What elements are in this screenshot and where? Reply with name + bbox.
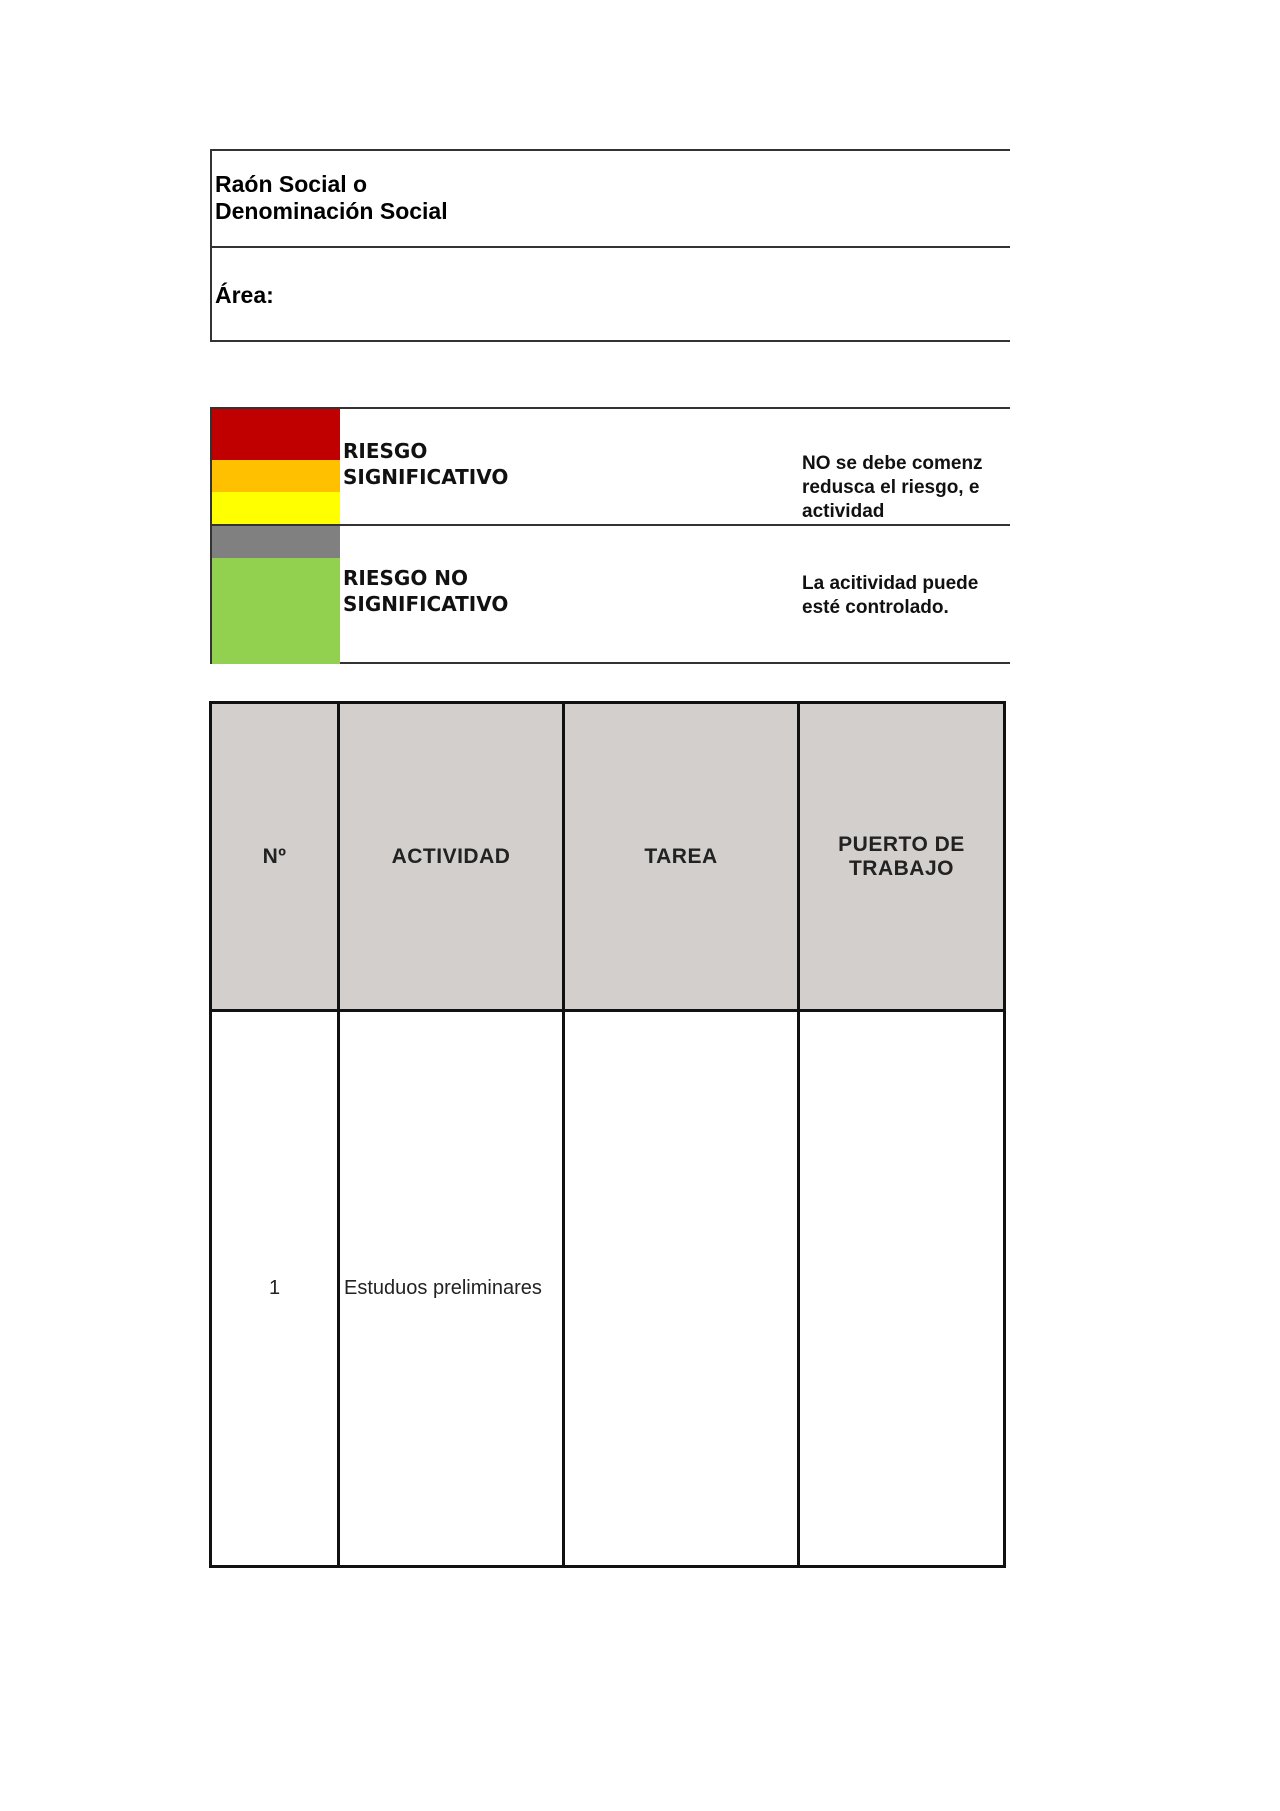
column-header-tarea: TAREA (564, 703, 799, 1011)
column-header-actividad: ACTIVIDAD (339, 703, 564, 1011)
cell-tarea (564, 1011, 799, 1567)
not-significant-description: La acitividad puede esté controlado. (802, 573, 979, 618)
razon-social-line2: Denominación Social (215, 198, 448, 224)
header-divider (212, 246, 1010, 248)
swatch-green (212, 558, 340, 664)
table-header-row (211, 703, 1005, 1011)
cell-puesto (799, 1011, 1005, 1567)
column-header-no: Nº (211, 703, 339, 1011)
significant-description: NO se debe comenz redusca el riesgo, e actividad (802, 453, 983, 522)
area-label: Área: (215, 282, 274, 308)
significant-label: RIESGO SIGNIFICATIVO (343, 439, 509, 489)
not-significant-label: RIESGO NO SIGNIFICATIVO (343, 566, 509, 616)
razon-social-line1: Raón Social o (215, 171, 368, 197)
cell-actividad: Estuduos preliminares (339, 1011, 564, 1567)
column-header-puesto: PUERTO DE TRABAJO (799, 703, 1005, 1011)
table-row (211, 1011, 1005, 1567)
risk-legend (210, 407, 1010, 664)
company-header (210, 149, 1010, 342)
swatch-gray (212, 526, 340, 558)
legend-divider (212, 524, 1010, 526)
swatch-yellow (212, 492, 340, 524)
activities-table (209, 701, 1006, 1568)
razon-social-label (212, 171, 1010, 225)
swatch-orange (212, 460, 340, 492)
swatch-red (212, 409, 340, 460)
cell-no: 1 (211, 1011, 339, 1567)
